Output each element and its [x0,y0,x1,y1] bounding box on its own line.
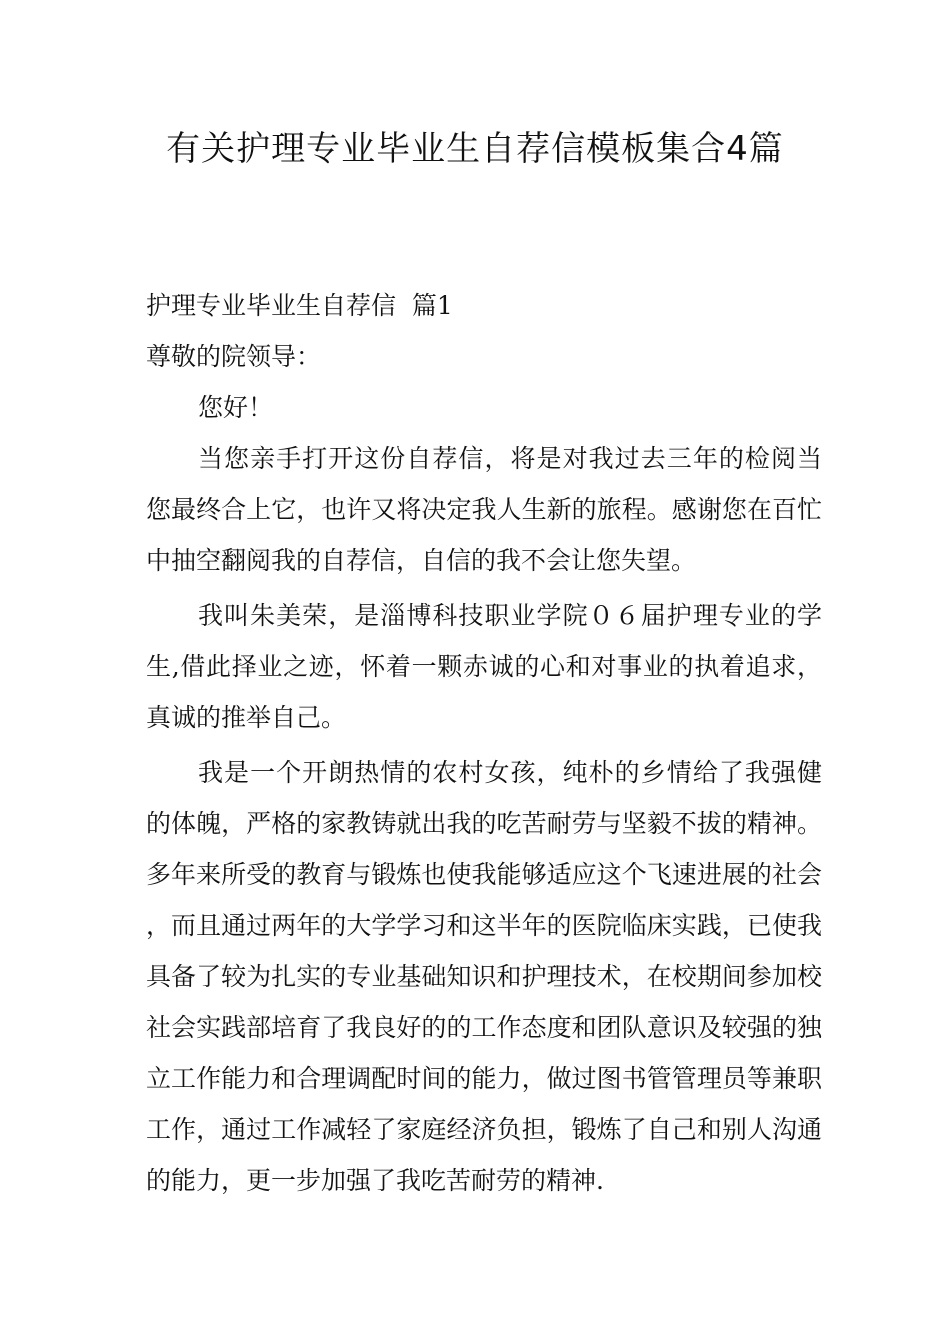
greeting: 您好！ [198,393,274,422]
paragraph-2: 我叫朱美荣，是淄博科技职业学院０６届护理专业的学生,借此择业之迹，怀着一颗赤诚的心和对事业的执着追求，真诚的推举自己。 [146,601,822,732]
salutation: 尊敬的院领导： [146,342,322,371]
section-heading: 护理专业毕业生自荐信 篇1 [146,291,453,320]
paragraph-3: 我是一个开朗热情的农村女孩，纯朴的乡情给了我强健的体魄，严格的家教铸就出我的吃苦耐劳与坚毅不拔的精神。多年来所受的教育与锻炼也使我能够适应这个飞速进展的社会，而且通过两年的大学学习和这半年的医院临床实践，已使我具备了较为扎实的专业基础知识和护理技术，在校期间参加校社会实践部培育了我良好的的工作态度和团队意识及较强的独立工作能力和合理调配时间的能力，做过图书管管理员等兼职工作，通过工作减轻了家庭经济负担，锻炼了自己和别人沟通的能力，更一步加强了我吃苦耐劳的精神. [146,758,822,1195]
document-title: 有关护理专业毕业生自荐信模板集合4篇 [166,129,784,169]
document-body [146,280,822,1206]
paragraph-1: 当您亲手打开这份自荐信，将是对我过去三年的检阅当您最终合上它，也许又将决定我人生新的旅程。感谢您在百忙中抽空翻阅我的自荐信，自信的我不会让您失望。 [146,444,822,575]
